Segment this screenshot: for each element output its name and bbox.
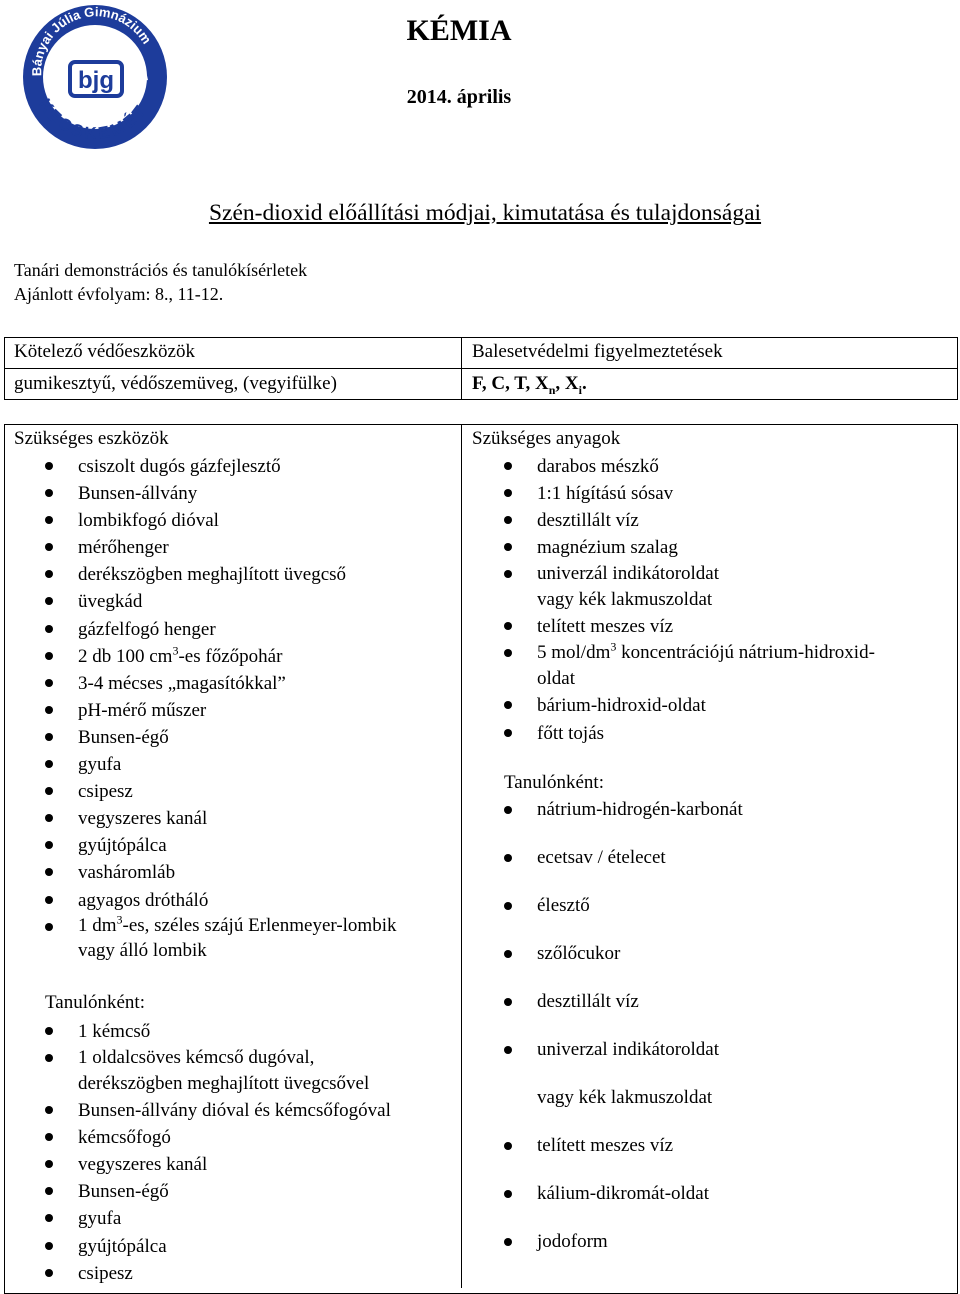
list-item: szőlőcukor	[504, 930, 743, 978]
list-item: lombikfogó dióval	[45, 507, 397, 534]
list-item-continuation: vagy álló lombik	[78, 939, 207, 961]
tools-student-heading: Tanulónként:	[45, 992, 145, 1013]
list-item: univerzál indikátoroldat	[504, 561, 875, 587]
list-item-continuation: vagy kék lakmuszoldat	[537, 589, 713, 611]
list-item: mérőhenger	[45, 534, 397, 561]
grade-level: Ajánlott évfolyam: 8., 11-12.	[14, 284, 224, 304]
list-item: 3-4 mécses „magasítókkal”	[45, 670, 397, 697]
list-item-continuation: vagy kék lakmuszoldat	[537, 1087, 713, 1108]
materials-student-list	[504, 786, 743, 1266]
page-title: KÉMIA	[406, 14, 512, 47]
list-item: ecetsav / ételecet	[504, 834, 743, 882]
table-divider	[461, 337, 462, 400]
list-item: élesztő	[504, 882, 743, 930]
list-item: kémcsőfogó	[45, 1124, 391, 1151]
list-item: vasháromláb	[45, 859, 397, 886]
tools-heading: Szükséges eszközök	[14, 428, 169, 449]
list-item: desztillált víz	[504, 507, 875, 534]
logo-bottom-text: KECSKEMÉT	[35, 95, 152, 144]
list-item: gyufa	[45, 751, 397, 778]
list-item: gyufa	[45, 1205, 391, 1232]
list-item: Bunsen-állvány dióval és kémcsőfogóval	[45, 1097, 391, 1124]
logo-center-text: bjg	[78, 67, 114, 94]
list-item: Bunsen-égő	[45, 1178, 391, 1205]
list-item: üvegkád	[45, 588, 397, 615]
list-item: desztillált víz	[504, 978, 743, 1026]
list-item: derékszögben meghajlított üvegcső	[45, 561, 397, 588]
tools-student-list	[45, 1018, 391, 1287]
list-item: pH-mérő műszer	[45, 697, 397, 724]
safety-heading: Balesetvédelmi figyelmeztetések	[472, 341, 723, 362]
protection-heading: Kötelező védőeszközök	[14, 341, 195, 362]
list-item-continuation: oldat	[537, 668, 575, 690]
list-item: jodoform	[504, 1218, 743, 1266]
list-item: gyújtópálca	[45, 832, 397, 859]
materials-list	[504, 453, 875, 747]
document-subtitle: Szén-dioxid előállítási módjai, kimutatása és tulajdonságai	[208, 200, 762, 226]
list-item: univerzal indikátoroldat	[504, 1026, 743, 1074]
list-item: 1 $dm^3-es$, széles szájú Erlenmeyer-lombik	[45, 914, 397, 938]
list-item: Bunsen-égő	[45, 724, 397, 751]
list-item: gyújtópálca	[45, 1233, 391, 1260]
list-item: 2 db 100 $cm^3-es$ főzőpohár	[45, 643, 397, 670]
list-item: 5 mol/$dm^3$ koncentrációjú nátrium-hidroxid-	[504, 640, 875, 666]
list-item: csiszolt dugós gázfejlesztő	[45, 453, 397, 480]
list-item: vegyszeres kanál	[45, 805, 397, 832]
list-item: 1 oldalcsöves kémcső dugóval,	[45, 1045, 391, 1071]
list-item: magnézium szalag	[504, 534, 875, 561]
tools-list	[45, 453, 397, 964]
list-item: gázfelfogó henger	[45, 616, 397, 643]
list-item: csipesz	[45, 778, 397, 805]
list-item: vegyszeres kanál	[45, 1151, 391, 1178]
list-item: 1:1 hígítású sósav	[504, 480, 875, 507]
list-item: kálium-dikromát-oldat	[504, 1170, 743, 1218]
list-item: agyagos drótháló	[45, 887, 397, 914]
protection-text: gumikesztyű, védőszemüveg, (vegyifülke)	[14, 373, 337, 394]
safety-codes: F, C, T, $X_n$, $X_i$.	[472, 373, 587, 397]
table-divider	[4, 368, 958, 369]
list-item: nátrium-hidrogén-karbonát	[504, 786, 743, 834]
materials-heading: Szükséges anyagok	[472, 428, 621, 449]
logo-top-text: Bányai Júlia Gimnázium	[29, 4, 155, 77]
materials-student-heading: Tanulónként:	[504, 772, 604, 793]
list-item: darabos mészkő	[504, 453, 875, 480]
list-item-continuation: derékszögben meghajlított üvegcsővel	[78, 1073, 370, 1095]
date: 2014. április	[406, 86, 512, 108]
list-item: Bunsen-állvány	[45, 480, 397, 507]
list-item: főtt tojás	[504, 720, 875, 747]
table-divider	[461, 424, 462, 1288]
list-item: telített meszes víz	[504, 1122, 743, 1170]
intro-line: Tanári demonstrációs és tanulókísérletek	[14, 260, 308, 280]
list-item: 1 kémcső	[45, 1018, 391, 1045]
list-item: bárium-hidroxid-oldat	[504, 692, 875, 719]
list-item: csipesz	[45, 1260, 391, 1287]
list-item: telített meszes víz	[504, 613, 875, 640]
